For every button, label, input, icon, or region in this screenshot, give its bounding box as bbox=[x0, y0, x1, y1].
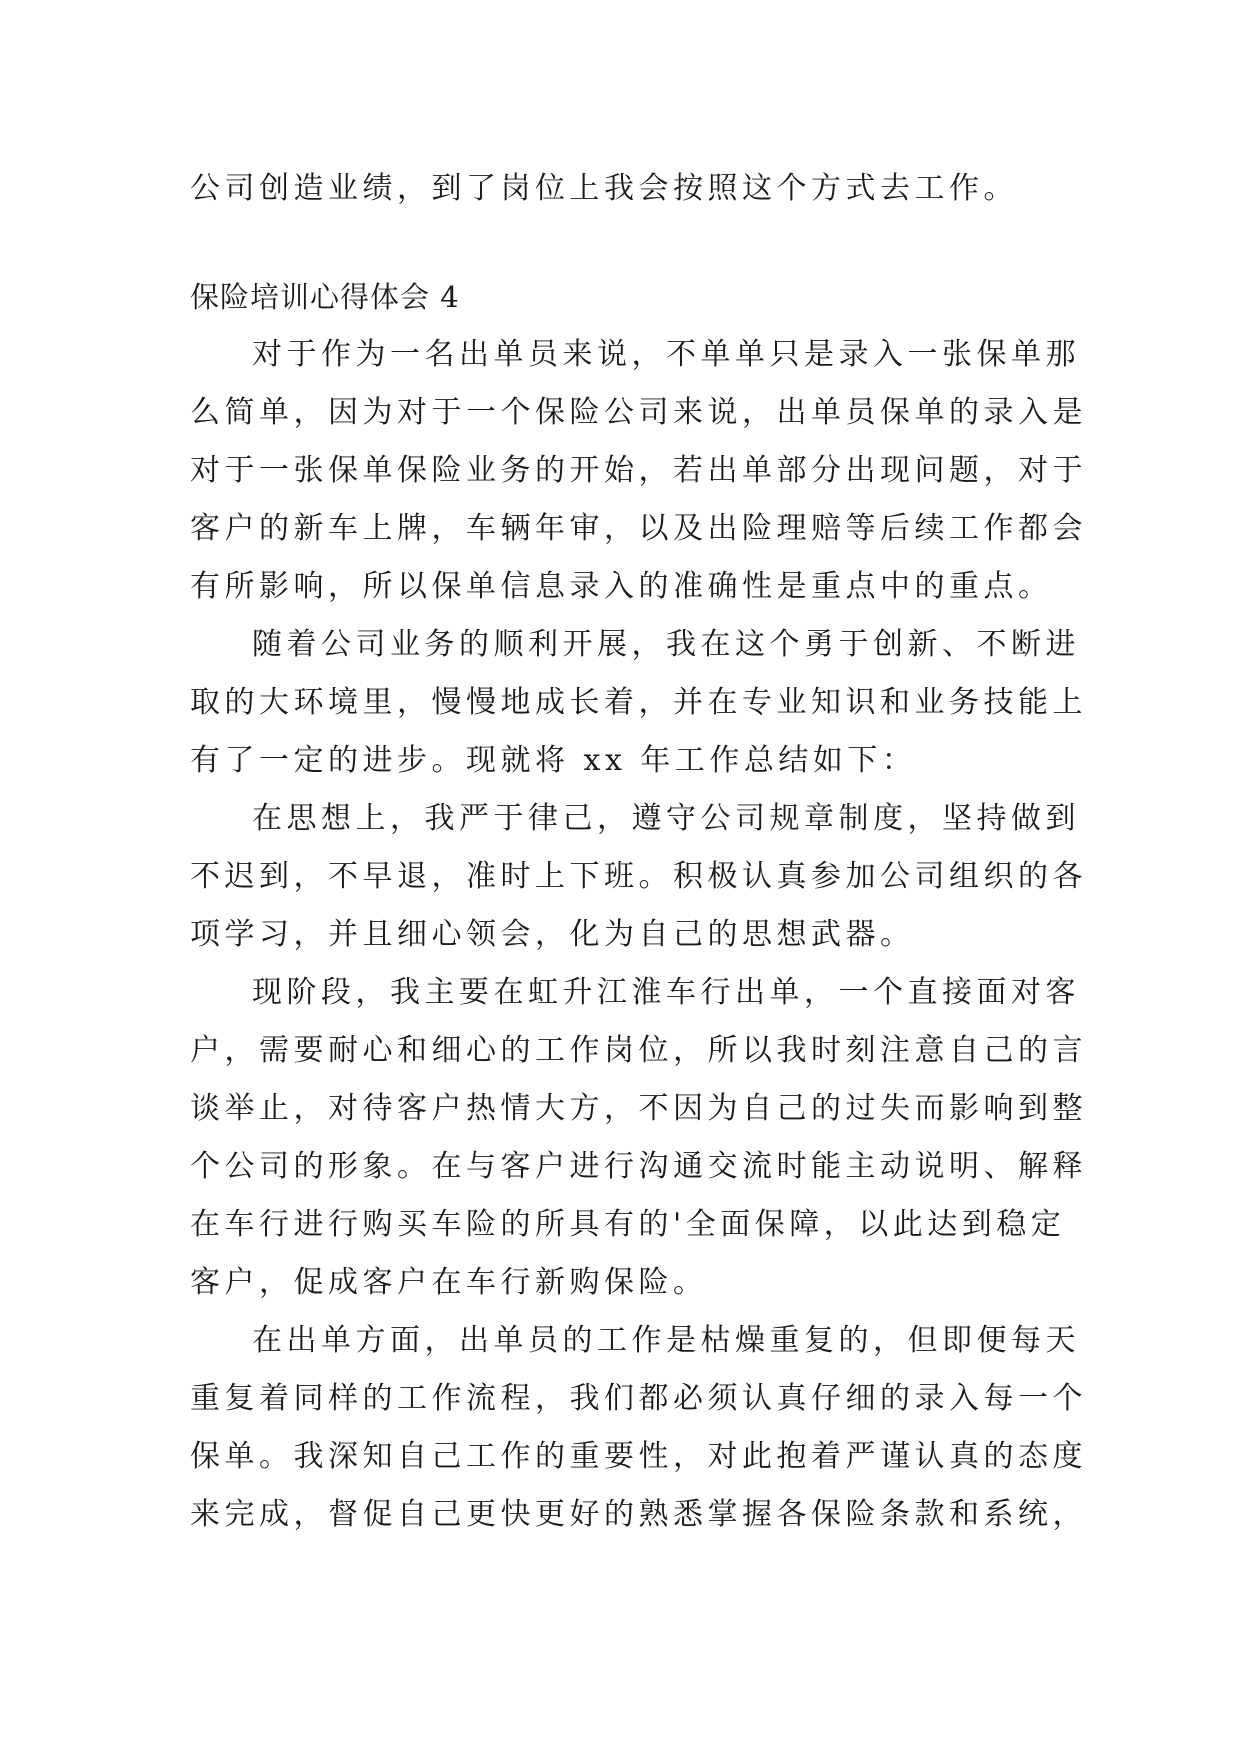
text-line: 项学习，并且细心领会，化为自己的思想武器。 bbox=[190, 917, 915, 952]
text-line: 公司创造业绩，到了岗位上我会按照这个方式去工作。 bbox=[190, 171, 1018, 206]
text-line: 个公司的形象。在与客户进行沟通交流时能主动说明、解释 bbox=[190, 1149, 1087, 1184]
text-line: 保单。我深知自己工作的重要性，对此抱着严谨认真的态度 bbox=[190, 1439, 1087, 1474]
text-line: 随着公司业务的顺利开展，我在这个勇于创新、不断进 bbox=[252, 627, 1080, 662]
text-line: 户，需要耐心和细心的工作岗位，所以我时刻注意自己的言 bbox=[190, 1033, 1087, 1068]
section-heading: 保险培训心得体会 4 bbox=[190, 280, 460, 314]
text-line: 取的大环境里，慢慢地成长着，并在专业知识和业务技能上 bbox=[190, 685, 1087, 720]
paragraph-gap bbox=[190, 218, 1050, 268]
text-line: 在思想上，我严于律己，遵守公司规章制度，坚持做到 bbox=[252, 801, 1080, 836]
text-line: 客户的新车上牌，车辆年审，以及出险理赔等后续工作都会 bbox=[190, 511, 1087, 546]
text-line: 不迟到，不早退，准时上下班。积极认真参加公司组织的各 bbox=[190, 859, 1087, 894]
text-line: 有了一定的进步。现就将 xx 年工作总结如下： bbox=[190, 743, 917, 778]
text-line: 在车行进行购买车险的所具有的'全面保障，以此达到稳定 bbox=[190, 1207, 1066, 1242]
text-line: 么简单，因为对于一个保险公司来说，出单员保单的录入是 bbox=[190, 395, 1087, 430]
text-line: 对于一张保单保险业务的开始，若出单部分出现问题，对于 bbox=[190, 453, 1087, 488]
text-line: 在出单方面，出单员的工作是枯燥重复的，但即便每天 bbox=[252, 1323, 1080, 1358]
document-body bbox=[190, 160, 1087, 1544]
text-line: 重复着同样的工作流程，我们都必须认真仔细的录入每一个 bbox=[190, 1381, 1087, 1416]
text-line: 有所影响，所以保单信息录入的准确性是重点中的重点。 bbox=[190, 569, 1053, 604]
text-line: 对于作为一名出单员来说，不单单只是录入一张保单那 bbox=[252, 337, 1080, 372]
text-line: 客户，促成客户在车行新购保险。 bbox=[190, 1265, 708, 1300]
text-line: 谈举止，对待客户热情大方，不因为自己的过失而影响到整 bbox=[190, 1091, 1087, 1126]
text-line: 现阶段，我主要在虹升江淮车行出单，一个直接面对客 bbox=[252, 975, 1080, 1010]
text-line: 来完成，督促自己更快更好的熟悉掌握各保险条款和系统， bbox=[190, 1497, 1087, 1532]
